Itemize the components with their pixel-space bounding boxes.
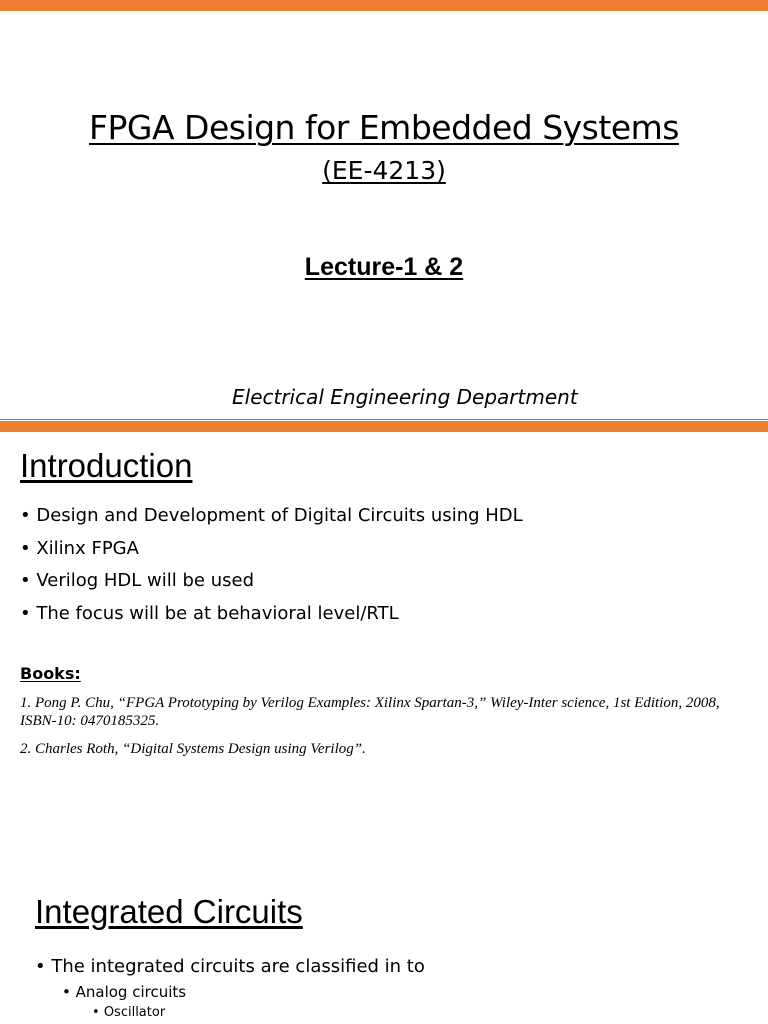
bullet-level-2: • Analog circuits [62,983,186,1001]
bullet-item: • Xilinx FPGA [20,537,523,570]
department-label: Electrical Engineering Department [232,385,578,409]
books-label: Books: [20,664,81,683]
bullet-item: • Verilog HDL will be used [20,569,523,602]
lecture-label: Lecture-1 & 2 [304,253,464,281]
book-reference: 1. Pong P. Chu, “FPGA Prototyping by Verilog Examples: Xilinx Spartan-3,” Wiley-Inter science, 1st Edition, 2008, ISBN-10: 0470185325. [20,695,720,729]
bullet-level-3: • Oscillator [92,1005,165,1020]
slide-title: FPGA Design for Embedded Systems [89,108,679,147]
top-accent-bar [0,0,768,11]
course-code: (EE-4213) [322,156,446,185]
introduction-heading: Introduction [20,447,193,484]
integrated-circuits-heading: Integrated Circuits [35,893,303,930]
slide-divider-bar [0,421,768,432]
bullet-level-1: • The integrated circuits are classified in to [35,956,425,977]
bullet-item: • The focus will be at behavioral level/RTL [20,602,523,635]
slide-divider-line [0,419,768,420]
book-reference: 2. Charles Roth, “Digital Systems Design using Verilog”. [20,741,366,757]
introduction-bullets [20,504,523,634]
bullet-item: • Design and Development of Digital Circuits using HDL [20,504,523,537]
